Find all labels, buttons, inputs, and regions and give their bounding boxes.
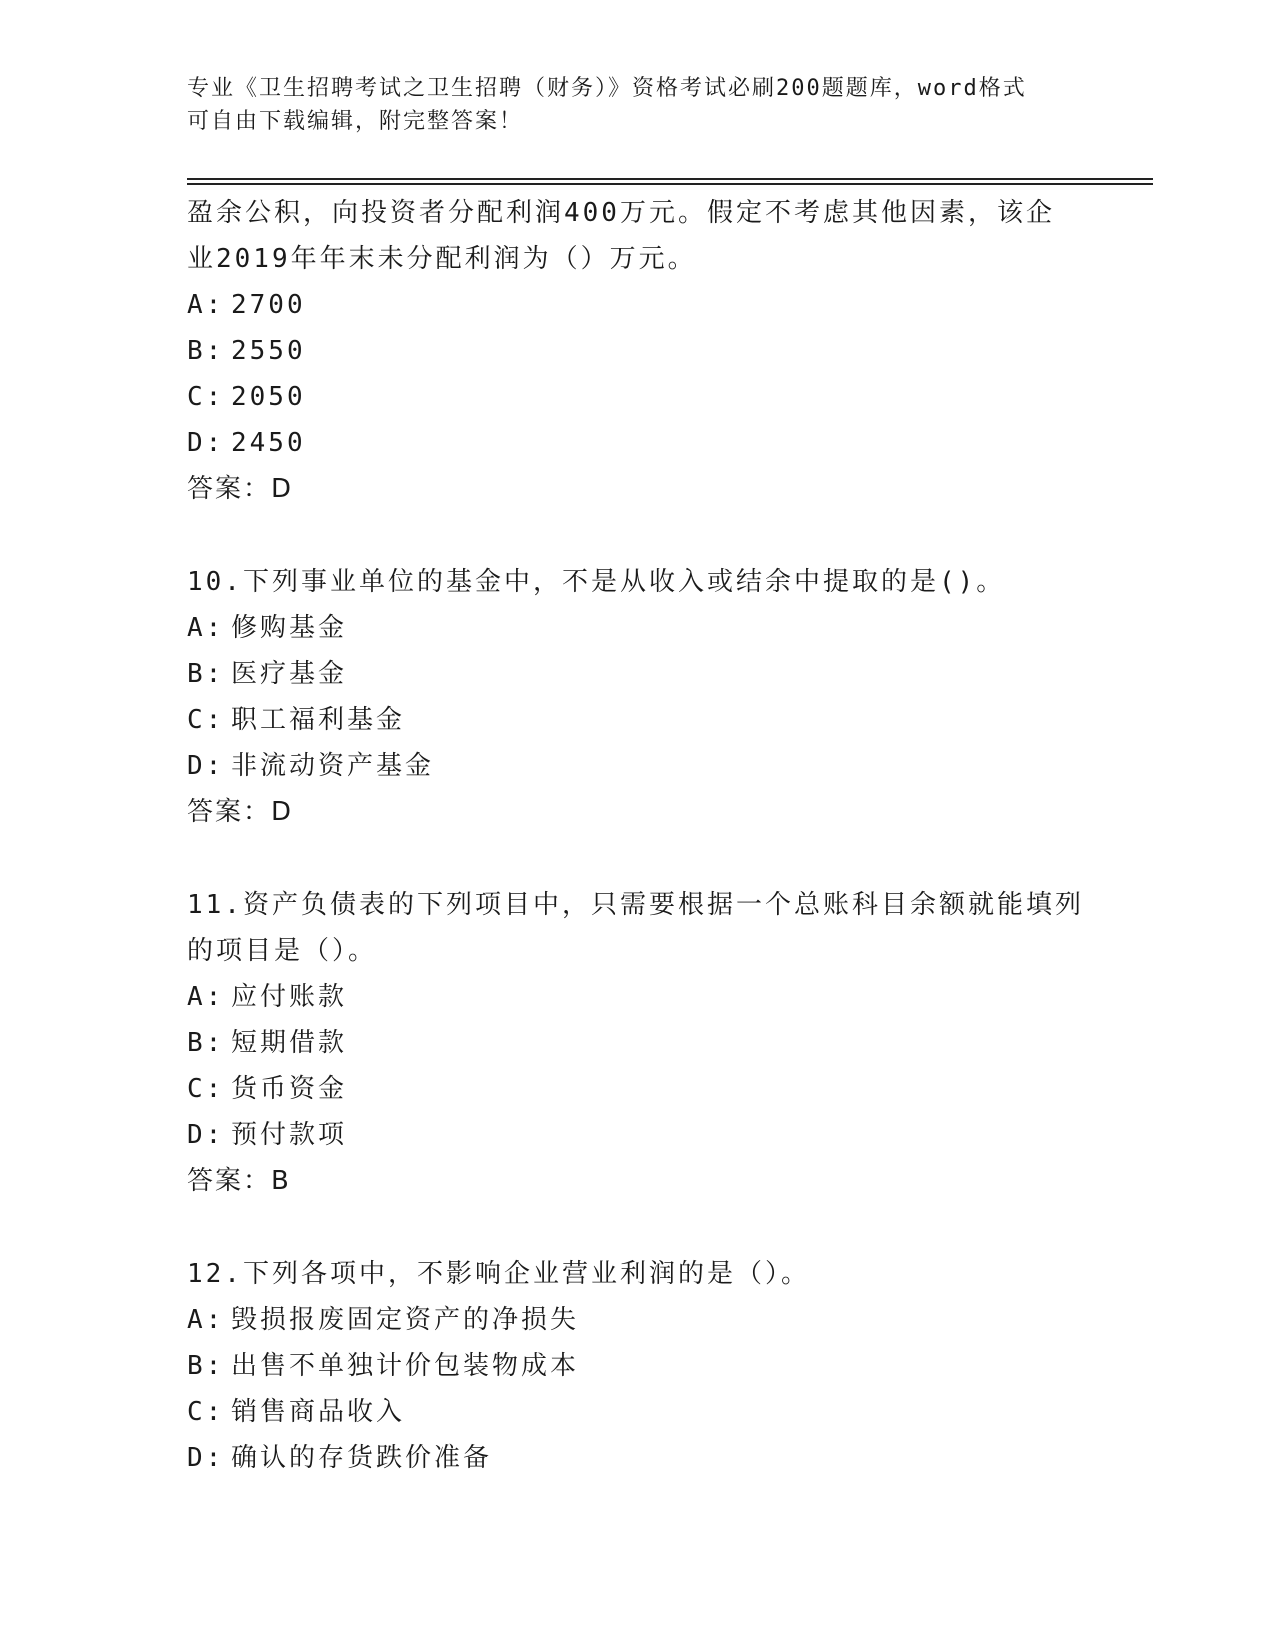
option-text: 应付账款	[231, 982, 348, 1012]
option-text: 毁损报废固定资产的净损失	[231, 1305, 580, 1335]
option-key: A:	[187, 613, 225, 643]
option-key: D:	[187, 428, 225, 458]
option-a	[187, 605, 1087, 651]
option-key: C:	[187, 705, 225, 735]
question-stem-line: 12.下列各项中，不影响企业营业利润的是（）。	[187, 1259, 810, 1289]
option-a	[187, 1297, 1087, 1343]
option-text: 2050	[231, 382, 306, 412]
question-9	[187, 190, 1087, 512]
spacer	[187, 512, 1087, 559]
option-text: 2550	[231, 336, 306, 366]
option-text: 2450	[231, 428, 306, 458]
option-b	[187, 1343, 1087, 1389]
option-d	[187, 420, 1087, 466]
header-divider-top	[187, 178, 1153, 180]
answer-line: 答案：D	[187, 474, 294, 504]
option-b	[187, 328, 1087, 374]
option-b	[187, 651, 1087, 697]
answer-line: 答案：B	[187, 1166, 291, 1196]
option-c	[187, 1066, 1087, 1112]
option-d	[187, 743, 1087, 789]
option-key: C:	[187, 1397, 225, 1427]
option-text: 医疗基金	[231, 659, 348, 689]
option-text: 修购基金	[231, 613, 348, 643]
answer-line: 答案：D	[187, 797, 294, 827]
option-key: C:	[187, 1074, 225, 1104]
option-a	[187, 282, 1087, 328]
question-stem-line: 的项目是（）。	[187, 936, 378, 966]
option-key: D:	[187, 1120, 225, 1150]
option-c	[187, 374, 1087, 420]
option-key: B:	[187, 1028, 225, 1058]
question-stem-line: 11.资产负债表的下列项目中，只需要根据一个总账科目余额就能填列	[187, 890, 1084, 920]
option-text: 2700	[231, 290, 306, 320]
option-text: 职工福利基金	[231, 705, 406, 735]
header-line-1: 专业《卫生招聘考试之卫生招聘（财务）》资格考试必刷200题题库，word格式	[187, 76, 1027, 101]
option-text: 预付款项	[231, 1120, 348, 1150]
option-text: 货币资金	[231, 1074, 348, 1104]
option-key: B:	[187, 659, 225, 689]
option-text: 出售不单独计价包装物成本	[231, 1351, 580, 1381]
question-12	[187, 1251, 1087, 1481]
option-text: 确认的存货跌价准备	[231, 1443, 493, 1473]
option-text: 销售商品收入	[231, 1397, 406, 1427]
option-key: A:	[187, 290, 225, 320]
option-key: C:	[187, 382, 225, 412]
question-stem-line: 盈余公积，向投资者分配利润400万元。假定不考虑其他因素，该企	[187, 198, 1055, 228]
option-d	[187, 1112, 1087, 1158]
option-key: D:	[187, 751, 225, 781]
question-stem-line: 10.下列事业单位的基金中，不是从收入或结余中提取的是()。	[187, 567, 1006, 597]
question-stem-line: 业2019年年末未分配利润为（）万元。	[187, 244, 697, 274]
option-b	[187, 1020, 1087, 1066]
document-body	[187, 190, 1087, 1481]
option-c	[187, 697, 1087, 743]
header-line-2: 可自由下载编辑，附完整答案！	[187, 109, 524, 134]
option-text: 短期借款	[231, 1028, 348, 1058]
option-key: B:	[187, 1351, 225, 1381]
spacer	[187, 1204, 1087, 1251]
option-key: A:	[187, 1305, 225, 1335]
option-key: D:	[187, 1443, 225, 1473]
option-text: 非流动资产基金	[231, 751, 435, 781]
option-a	[187, 974, 1087, 1020]
option-c	[187, 1389, 1087, 1435]
document-header	[187, 72, 1087, 138]
question-10	[187, 559, 1087, 835]
option-key: A:	[187, 982, 225, 1012]
option-key: B:	[187, 336, 225, 366]
header-divider-bottom	[187, 183, 1153, 185]
question-11	[187, 882, 1087, 1204]
option-d	[187, 1435, 1087, 1481]
spacer	[187, 835, 1087, 882]
